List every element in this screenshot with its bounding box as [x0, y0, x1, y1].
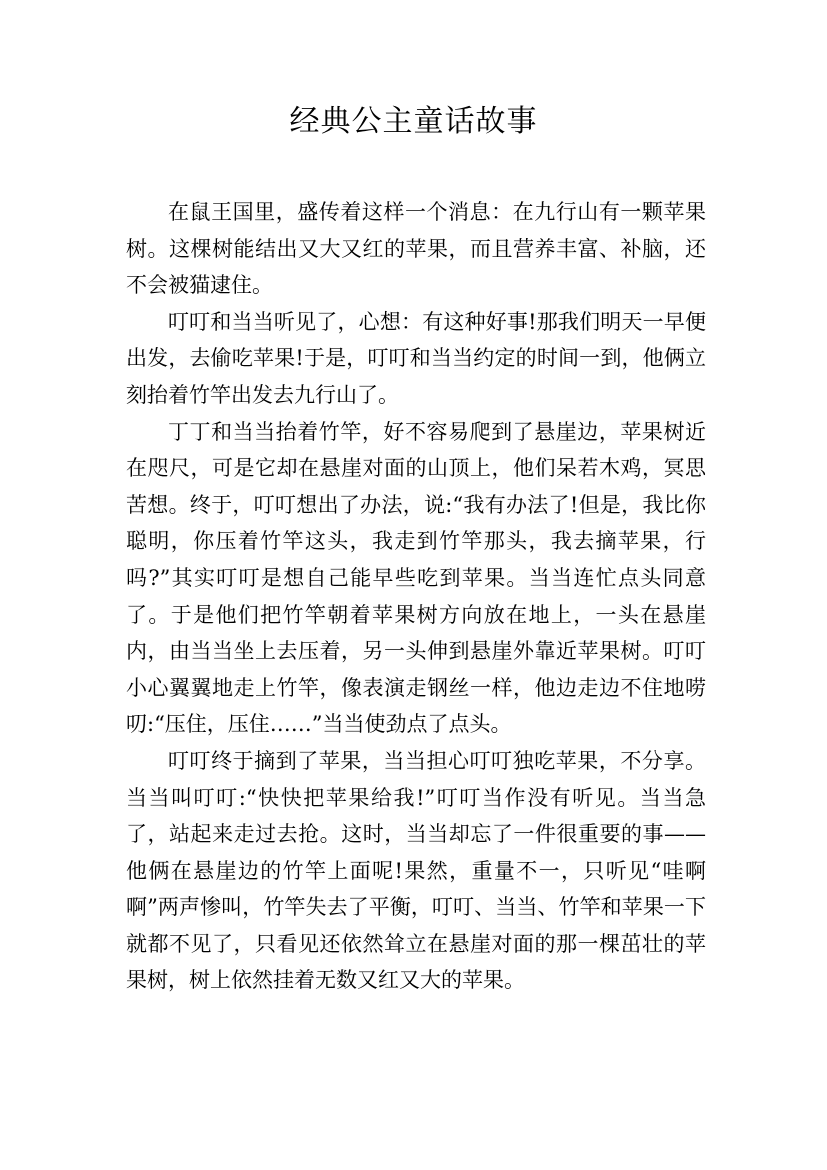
paragraph: 在鼠王国里，盛传着这样一个消息：在九行山有一颗苹果树。这棵树能结出又大又红的苹果，而且营养丰富、补脑，还不会被猫逮住。 [126, 200, 706, 298]
document-body [126, 194, 706, 999]
paragraph: 叮叮终于摘到了苹果，当当担心叮叮独吃苹果，不分享。当当叫叮叮:“快快把苹果给我!”叮叮当作没有听见。当当急了，站起来走过去抢。这时，当当却忘了一件很重要的事——他俩在悬崖边的竹竿上面呢!果然，重量不一，只听见“哇啊啊”两声惨叫，竹竿失去了平衡，叮叮、当当、竹竿和苹果一下就都不见了，只看见还依然耸立在悬崖对面的那一棵茁壮的苹果树，树上依然挂着无数又红又大的苹果。 [126, 748, 706, 993]
paragraph: 叮叮和当当听见了，心想：有这种好事!那我们明天一早便出发，去偷吃苹果!于是，叮叮和当当约定的时间一到，他俩立刻抬着竹竿出发去九行山了。 [126, 309, 706, 407]
document-title: 经典公主童话故事 [289, 104, 538, 139]
paragraph: 丁丁和当当抬着竹竿，好不容易爬到了悬崖边，苹果树近在咫尺，可是它却在悬崖对面的山顶上，他们呆若木鸡，冥思苦想。终于，叮叮想出了办法，说:“我有办法了!但是，我比你聪明，你压着竹竿这头，我走到竹竿那头，我去摘苹果，行吗?”其实叮叮是想自己能早些吃到苹果。当当连忙点头同意了。于是他们把竹竿朝着苹果树方向放在地上，一头在悬崖内，由当当坐上去压着，另一头伸到悬崖外靠近苹果树。叮叮小心翼翼地走上竹竿，像表演走钢丝一样，他边走边不住地唠叨:“压住，压住……”当当使劲点了点头。 [126, 419, 706, 737]
